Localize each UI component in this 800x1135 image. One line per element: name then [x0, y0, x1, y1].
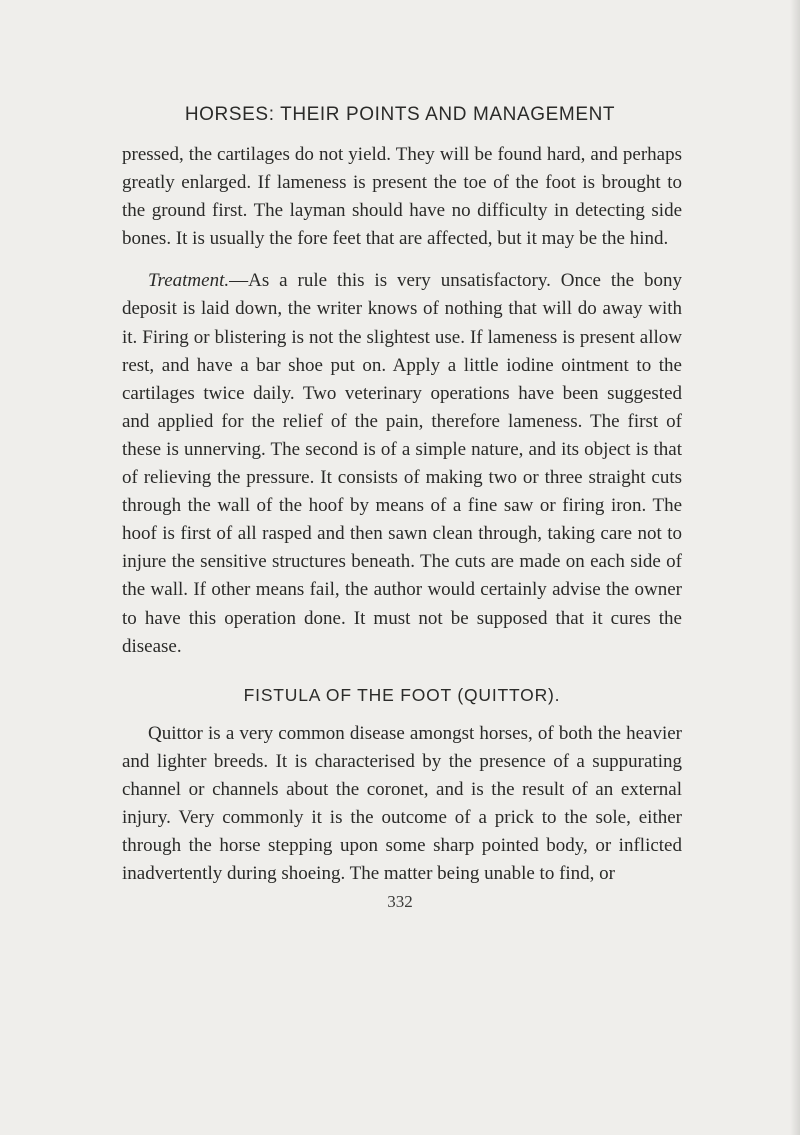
treatment-body: —As a rule this is very unsatisfactory. Once the bony deposit is laid down, the writer knows of nothing that will do away with it. Firing or blistering is not the slightest use. If lameness is present allow rest, and have a bar shoe put on. Apply a little iodine ointment to the cartilages twice daily. Two veterinary operations have been suggested and applied for the relief of the pain, therefore lameness. The first of these is unnerving. The second is of a simple nature, and its object is that of relieving the pressure. It consists of making two or three straight cuts through the wall of the hoof by means of a fine saw or firing iron. The hoof is first of all rasped and then sawn clean through, taking care not to injure the sensitive structures beneath. The cuts are made on each side of the wall. If other means fail, the author would certainly advise the owner to have this operation done. It must not be supposed that it cures the disease. [122, 270, 682, 657]
running-head: HORSES: THEIR POINTS AND MANAGEMENT [184, 104, 616, 125]
body-text [122, 141, 682, 888]
page-edge-shadow [790, 0, 800, 1135]
paragraph-treatment [122, 267, 682, 660]
paragraph-quittor: Quittor is a very common disease amongst horses, of both the heavier and lighter breeds. It is characterised by the presence of a suppurating channel or channels about the coronet, and is the result of an external injury. Very commonly it is the outcome of a prick to the sole, either through the horse stepping upon some sharp pointed body, or inflicted inadvertently during shoeing. The matter being unable to find, or [122, 722, 682, 885]
paragraph-gap [122, 253, 682, 267]
section-heading: FISTULA OF THE FOOT (QUITTOR). [243, 684, 561, 705]
page-number: 332 [387, 892, 413, 911]
paragraph-continued: pressed, the cartilages do not yield. They will be found hard, and perhaps greatly enlarged. If lameness is present the toe of the foot is brought to the ground first. The layman should have no difficulty in detecting side bones. It is usually the fore feet that are affected, but it may be the hind. [122, 144, 682, 250]
treatment-lead: Treatment. [148, 270, 230, 292]
